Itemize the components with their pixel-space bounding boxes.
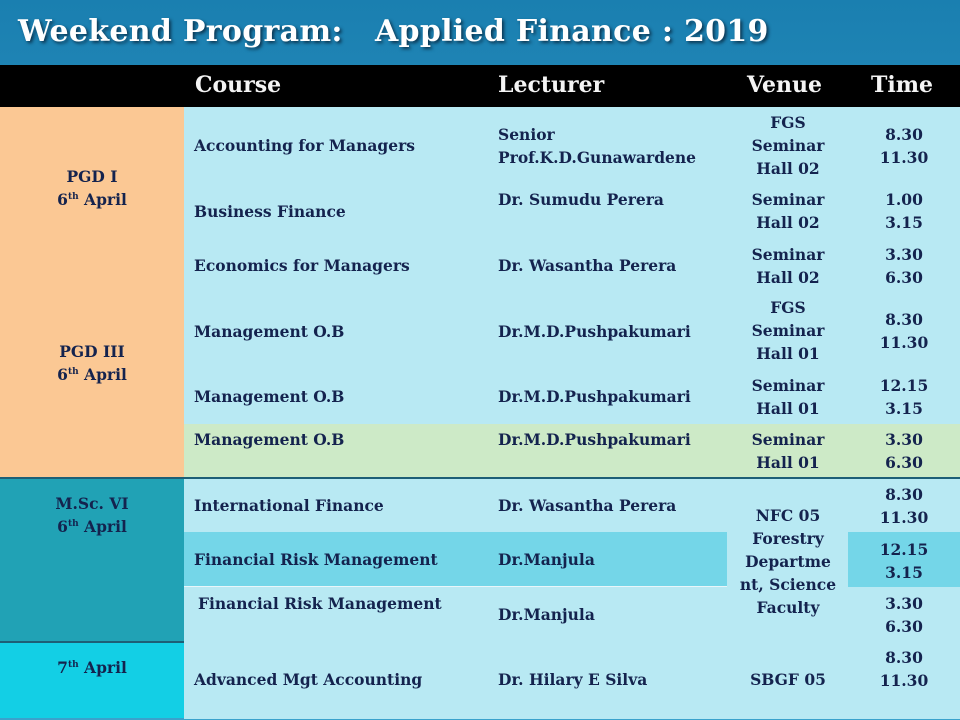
course-cell: Financial Risk Management xyxy=(194,550,438,569)
venue-cell: Seminar Hall 01 xyxy=(751,376,825,418)
course-cell: Management O.B xyxy=(194,322,345,341)
lecturer-cell: Dr. Sumudu Perera xyxy=(498,190,664,209)
venue-cell: Seminar Hall 02 xyxy=(751,190,825,232)
header-venue: Venue xyxy=(747,72,823,98)
row-divider xyxy=(184,586,727,587)
group-divider xyxy=(0,641,184,643)
venue-cell-merged: NFC 05 Forestry Departme nt, Science Faculty xyxy=(739,506,837,617)
slide-title: Weekend Program: Applied Finance : 2019 xyxy=(18,14,769,49)
lecturer-cell: Dr.M.D.Pushpakumari xyxy=(498,387,691,406)
lecturer-cell: Dr.Manjula xyxy=(498,550,595,569)
venue-cell: FGS Seminar Hall 01 xyxy=(751,298,825,363)
time-cell: 1.00 3.15 xyxy=(885,190,923,232)
group-cell-pgd xyxy=(0,107,184,478)
time-cell: 8.30 11.30 xyxy=(879,648,929,690)
course-cell: Advanced Mgt Accounting xyxy=(194,670,423,689)
venue-cell: FGS Seminar Hall 02 xyxy=(751,113,825,178)
group-label-pgd3 xyxy=(0,340,184,386)
course-cell: Management O.B xyxy=(194,387,345,406)
group-date: 6th April xyxy=(57,190,127,209)
group-cell-day2 xyxy=(0,642,184,718)
group-name: M.Sc. VI xyxy=(55,494,129,513)
venue-cell: Seminar Hall 02 xyxy=(751,245,825,287)
section-divider xyxy=(184,477,960,479)
time-cell: 12.15 3.15 xyxy=(879,540,929,582)
group-divider xyxy=(0,477,184,479)
time-cell: 3.30 6.30 xyxy=(885,245,923,287)
lecturer-cell: Dr.Manjula xyxy=(498,605,595,624)
time-cell: 8.30 11.30 xyxy=(879,485,929,527)
course-cell: Accounting for Managers xyxy=(194,136,416,155)
lecturer-cell: Dr. Hilary E Silva xyxy=(498,670,648,689)
course-cell: Management O.B xyxy=(194,430,345,449)
course-cell: Business Finance xyxy=(194,202,346,221)
group-label-7th xyxy=(0,656,184,679)
group-label-pgd1 xyxy=(0,165,184,211)
header-time: Time xyxy=(871,72,934,98)
course-cell: International Finance xyxy=(194,496,384,515)
group-date: 6th April xyxy=(57,365,127,384)
lecturer-cell: Dr. Wasantha Perera xyxy=(498,256,677,275)
course-cell: Economics for Managers xyxy=(194,256,410,275)
group-date: 6th April xyxy=(57,517,127,536)
lecturer-cell: Dr. Wasantha Perera xyxy=(498,496,677,515)
group-label-msc xyxy=(0,492,184,538)
group-name: PGD III xyxy=(59,342,125,361)
time-cell: 3.30 6.30 xyxy=(885,594,923,636)
group-name: PGD I xyxy=(66,167,118,186)
group-date: 7th April xyxy=(57,658,127,677)
venue-cell: SBGF 05 xyxy=(750,670,826,689)
time-cell: 8.30 11.30 xyxy=(879,125,929,167)
time-cell: 12.15 3.15 xyxy=(879,376,929,418)
header-lecturer: Lecturer xyxy=(498,72,605,98)
lecturer-cell: Dr.M.D.Pushpakumari xyxy=(498,322,691,341)
lecturer-cell: Dr.M.D.Pushpakumari xyxy=(498,430,691,449)
table-header xyxy=(0,65,960,107)
venue-cell: Seminar Hall 01 xyxy=(751,430,825,472)
course-cell: Financial Risk Management xyxy=(198,594,442,613)
time-cell: 8.30 11.30 xyxy=(879,310,929,352)
header-course: Course xyxy=(195,72,282,98)
time-cell: 3.30 6.30 xyxy=(885,430,923,472)
lecturer-cell: Senior Prof.K.D.Gunawardene xyxy=(498,125,697,167)
